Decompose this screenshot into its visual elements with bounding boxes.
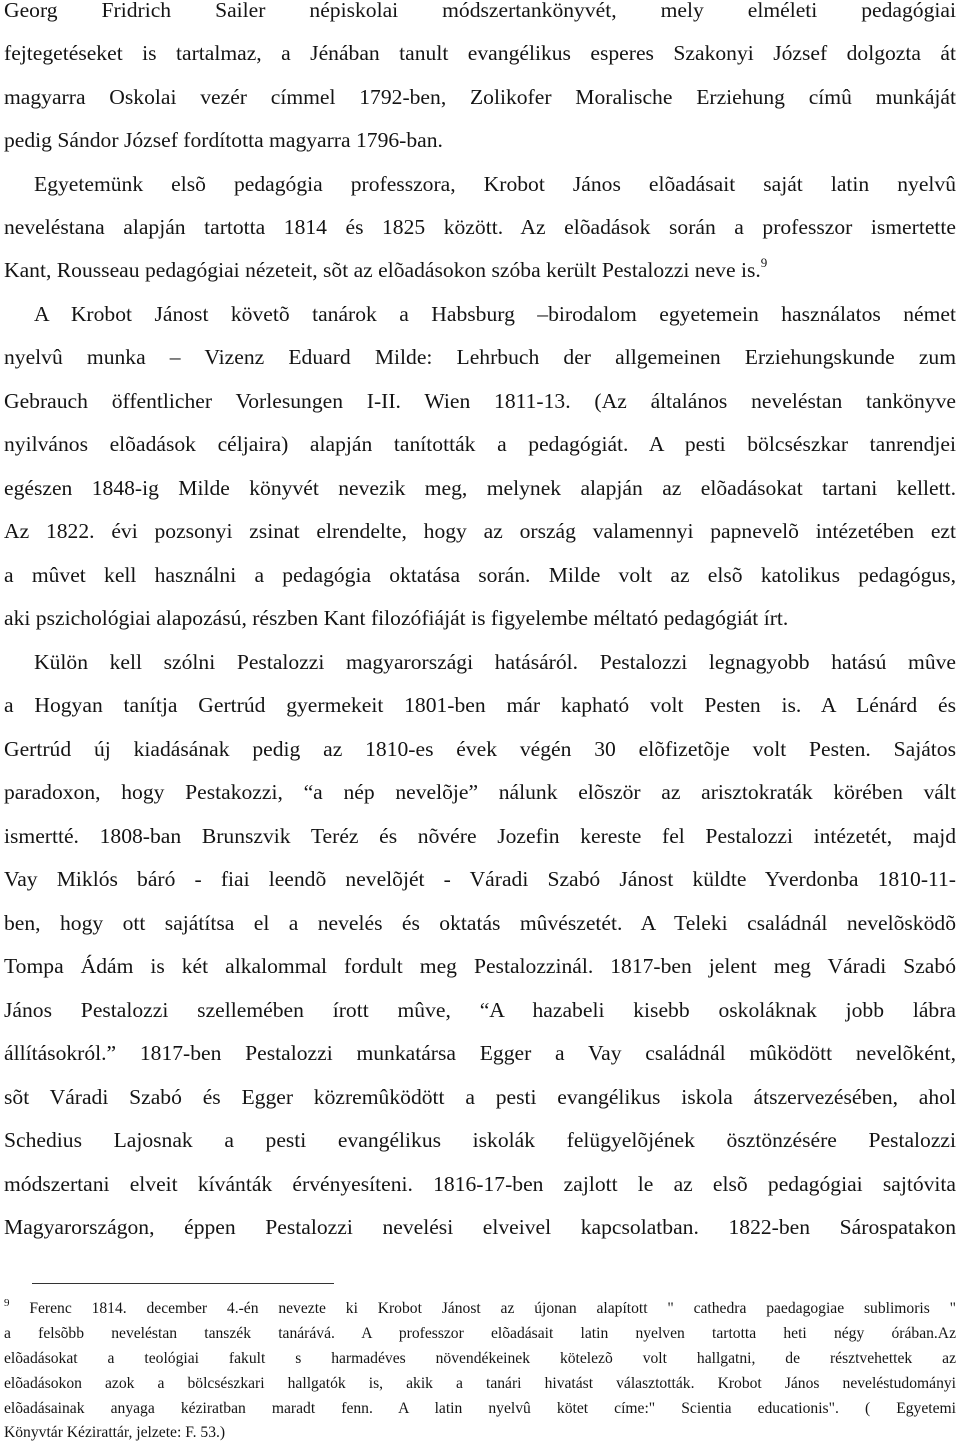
- paragraph-line: aki pszichológiai alapozású, részben Kant filozófiáját is figyelembe méltató pedagógiát írt.: [4, 606, 789, 630]
- footnote-line: elõadásokat a teológiai fakult s harmadéves növendékeinek kötelezõ volt hallgatni, de résztvehettek az: [4, 1350, 956, 1367]
- paragraph-line: állításokról.” 1817-ben Pestalozzi munkatársa Egger a Vay családnál mûködött nevelõként,: [4, 1041, 956, 1065]
- paragraph-line: módszertani elveit kívánták érvényesíteni. 1816-17-ben zajlott le az elsõ pedagógiai sajtóvita: [4, 1172, 956, 1196]
- footnote-line: Könyvtár Kézirattár, jelzete: F. 53.): [4, 1424, 226, 1441]
- paragraph-line: fejtegetéseket is tartalmaz, a Jénában tanult evangélikus esperes Szakonyi József dolgozta át: [4, 41, 956, 65]
- paragraph-line: ismertté. 1808-ban Brunszvik Teréz és nõvére Jozefin kereste fel Pestalozzi intézetét, majd: [4, 824, 956, 848]
- paragraph-line: paradoxon, hogy Pestakozzi, “a nép nevelõje” nálunk elõször az arisztokraták körében vált: [4, 780, 956, 804]
- paragraph-line: a Hogyan tanítja Gertrúd gyermekeit 1801-ben már kapható volt Pesten is. A Lénárd és: [4, 693, 956, 717]
- paragraph-line: A Krobot Jánost követõ tanárok a Habsburg –birodalom egyetemein használatos német: [34, 302, 956, 326]
- paragraph-line: egészen 1848-ig Milde könyvét nevezik meg, melynek alapján az elõadásokat tartani kellett.: [4, 476, 956, 500]
- paragraph-line: pedig Sándor József fordította magyarra 1796-ban.: [4, 128, 443, 152]
- paragraph-line: nyilvános elõadások céljaira) alapján tanították a pedagógiát. A pesti bölcsészkar tanrendjei: [4, 432, 956, 456]
- footnote-number: 9: [4, 1296, 10, 1309]
- paragraph-line: Gertrúd új kiadásának pedig az 1810-es évek végén 30 elõfizetõje volt Pesten. Sajátos: [4, 737, 956, 761]
- paragraph-line: Gebrauch öffentlicher Vorlesungen I-II. Wien 1811-13. (Az általános neveléstan tankönyve: [4, 389, 956, 413]
- paragraph-line: Kant, Rousseau pedagógiai nézeteit, sõt az elõadásokon szóba került Pestalozzi neve is.$^9$: [4, 254, 768, 282]
- footnote-separator: [32, 1283, 334, 1284]
- paragraph-line: Schedius Lajosnak a pesti evangélikus iskolák felügyelõjének ösztönzésére Pestalozzi: [4, 1128, 956, 1152]
- paragraph-line: Az 1822. évi pozsonyi zsinat elrendelte, hogy az ország valamennyi papnevelõ intézetében ezt: [4, 519, 956, 543]
- paragraph-line: sõt Váradi Szabó és Egger közremûködött a pesti evangélikus iskola átszervezésében, ahol: [4, 1085, 956, 1109]
- paragraph-line: Egyetemünk elsõ pedagógia professzora, Krobot János elõadásait saját latin nyelvû: [34, 172, 956, 196]
- footnote-line: elõadásainak anyaga kéziratban maradt fenn. A latin nyelvû kötet címe:" Scientia educationis". ( Egyetemi: [4, 1400, 956, 1417]
- paragraph-line: magyarra Oskolai vezér címmel 1792-ben, Zolikofer Moralische Erziehung címû munkáját: [4, 85, 956, 109]
- paragraph-line: Tompa Ádám is két alkalommal fordult meg Pestalozzinál. 1817-ben jelent meg Váradi Szabó: [4, 954, 956, 978]
- footnote-line: elõadásokon azok a bölcsészkari hallgatók is, akik a tanári hivatást választották. Krobot János neveléstudományi: [4, 1375, 956, 1392]
- paragraph-line: Magyarországon, éppen Pestalozzi nevelési elveivel kapcsolatban. 1822-ben Sárospatakon: [4, 1215, 956, 1239]
- paragraph-line: Külön kell szólni Pestalozzi magyarországi hatásáról. Pestalozzi legnagyobb hatású mûve: [34, 650, 956, 674]
- footnote-reference[interactable]: 9: [760, 254, 768, 270]
- paragraph-line: Vay Miklós báró - fiai leendõ nevelõjét - Váradi Szabó Jánost küldte Yverdonba 1810-11-: [4, 867, 956, 891]
- paragraph-line: nyelvû munka – Vizenz Eduard Milde: Lehrbuch der allgemeinen Erziehungskunde zum: [4, 345, 956, 369]
- paragraph-line: Georg Fridrich Sailer népiskolai módszertankönyvét, mely elméleti pedagógiai: [4, 0, 956, 22]
- paragraph-line: neveléstana alapján tartotta 1814 és 1825 között. Az elõadások során a professzor ismertette: [4, 215, 956, 239]
- footnote-line: $^9$ Ferenc 1814. december 4.-én nevezte ki Krobot Jánost az újonan alapított " cathedra paedagogiae sublimoris ": [4, 1296, 956, 1317]
- paragraph-line: a mûvet kell használni a pedagógia oktatása során. Milde volt az elsõ katolikus pedagógus,: [4, 563, 956, 587]
- footnote-line: a felsõbb neveléstan tanszék tanárává. A professzor elõadásait latin nyelven tartotta heti négy órában.Az: [4, 1325, 956, 1342]
- paragraph-line: ben, hogy ott sajátítsa el a nevelés és oktatás mûvészetét. A Teleki családnál nevelõsködõ: [4, 911, 956, 935]
- paragraph-line: János Pestalozzi szellemében írott mûve, “A hazabeli kisebb oskoláknak jobb lábra: [4, 998, 956, 1022]
